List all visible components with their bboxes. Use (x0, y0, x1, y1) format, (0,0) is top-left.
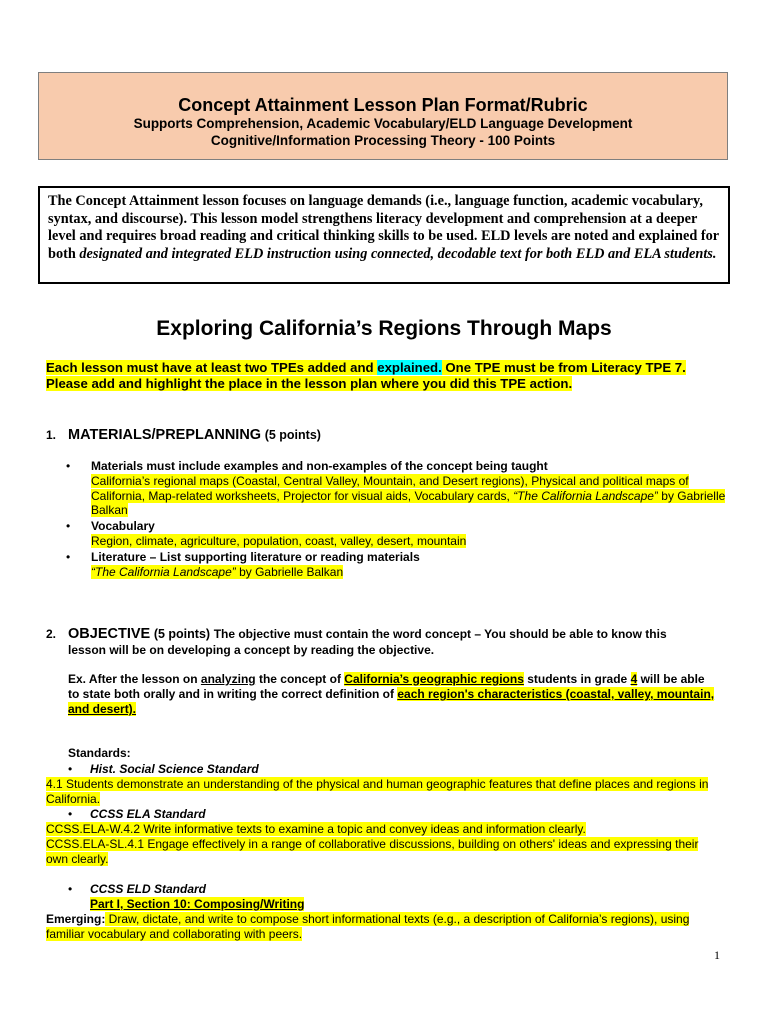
intro-text-italic: designated and integrated ELD instruction using connected, decodable text for both ELD and ELA students. (79, 245, 717, 262)
example-definition: each region's characteristics (coastal, valley, mountain, (397, 687, 715, 701)
objective-description: The objective must contain the word concept – You should be able to know this (213, 627, 667, 641)
header-box (38, 72, 728, 160)
item-body: Region, climate, agriculture, population, coast, valley, desert, mountain (91, 533, 467, 548)
section-number: 2. (46, 627, 57, 641)
ccss-ela-bullet: • CCSS ELA Standard (68, 807, 206, 821)
item-body-end: by Gabrielle Balkan (235, 564, 344, 579)
item-body-italic: “The California Landscape” (91, 564, 236, 579)
document-title: Exploring California’s Regions Through Maps (156, 317, 612, 340)
item-heading: Literature – List supporting literature or reading materials (91, 549, 420, 564)
section-points: (5 points) (264, 428, 321, 442)
item-heading: Materials must include examples and non-examples of the concept being taught (91, 459, 548, 473)
standards-label: Standards: (68, 746, 131, 760)
hss-standard-label: Hist. Social Science Standard (90, 762, 259, 776)
tpe-requirement (46, 360, 726, 392)
section-title: OBJECTIVE (68, 626, 151, 642)
example-text: to state both orally and in writing the correct definition of (68, 687, 398, 701)
example-definition-end: and desert). (68, 702, 137, 716)
example-grade: 4 (630, 672, 638, 686)
hss-text: 4.1 Students demonstrate an understanding of the physical and human geographic features that define places and regions in California. (46, 777, 709, 806)
example-text: the concept of (255, 672, 345, 686)
item-body: California’s regional maps (Coastal, Central Valley, Mountain, and Desert regions), Physical and political maps of California, Map-related worksheets, Projector for visual aids, Vocabulary cards, (91, 473, 689, 503)
item-heading: Vocabulary (91, 519, 155, 534)
list-item (66, 550, 726, 580)
emerging-body: Draw, dictate, and write to compose short informational texts (e.g., a description of California’s regions), using familiar vocabulary and collaborating with peers. (46, 912, 690, 941)
list-item (66, 519, 726, 549)
item-body-italic: “The California Landscape” (513, 488, 658, 503)
example-text: students in grade (523, 672, 631, 686)
list-item (66, 459, 726, 518)
intro-box (38, 186, 730, 284)
requirement-text-explained: explained. (377, 360, 442, 375)
example-verb: analyzing (200, 672, 256, 686)
hss-standard-text (46, 777, 716, 807)
eld-part-text: Part I, Section 10: Composing/Writing (90, 897, 305, 911)
requirement-text-2: One TPE must be from Literacy TPE 7. (441, 360, 686, 375)
objective-example (68, 672, 728, 717)
ccss-ela-label: CCSS ELA Standard (90, 807, 206, 821)
header-subtitle-2: Cognitive/Information Processing Theory - 100 Points (210, 133, 556, 148)
hss-standard-bullet: • Hist. Social Science Standard (68, 762, 259, 776)
section-1-heading (46, 427, 321, 443)
item-body-end: by Gabrielle Balkan (91, 488, 726, 518)
ccss-ela-sl: CCSS.ELA-SL.4.1 Engage effectively in a range of collaborative discussions, building on others' ideas and expressing their own clearly. (46, 837, 699, 866)
requirement-line-2: Please add and highlight the place in the lesson plan where you did this TPE action. (46, 376, 573, 391)
emerging-label: Emerging: (46, 912, 106, 926)
section-2-heading (46, 626, 726, 642)
ccss-eld-label: CCSS ELD Standard (90, 882, 207, 896)
eld-part (90, 897, 304, 912)
ccss-eld-bullet: • CCSS ELD Standard (68, 882, 207, 896)
example-text: will be able (637, 672, 705, 686)
emerging-text (46, 912, 716, 942)
materials-list (66, 459, 726, 580)
section-points: (5 points) (153, 627, 211, 641)
header-subtitle-1: Supports Comprehension, Academic Vocabulary/ELD Language Development (133, 116, 633, 131)
intro-text: The Concept Attainment lesson focuses on language demands (i.e., language function, academic vocabulary, syntax, and discourse). This lesson model strengthens literacy development and comprehension at a deeper level and requires broad reading and critical thinking skills to be used. ELD levels are noted and explained for both (48, 193, 719, 262)
section-number: 1. (46, 428, 57, 442)
requirement-text-1: Each lesson must have at least two TPEs added and (46, 360, 378, 375)
section-title: MATERIALS/PREPLANNING (68, 427, 262, 443)
example-text: Ex. After the lesson on (68, 672, 201, 686)
objective-description-2: lesson will be on developing a concept by reading the objective. (68, 643, 435, 657)
page-number: 1 (714, 948, 720, 962)
page-title: Concept Attainment Lesson Plan Format/Rubric (178, 95, 588, 115)
ccss-ela-w: CCSS.ELA-W.4.2 Write informative texts to examine a topic and convey ideas and information clearly. (46, 822, 586, 836)
example-concept: California’s geographic regions (344, 672, 524, 686)
ccss-ela-text (46, 822, 716, 867)
